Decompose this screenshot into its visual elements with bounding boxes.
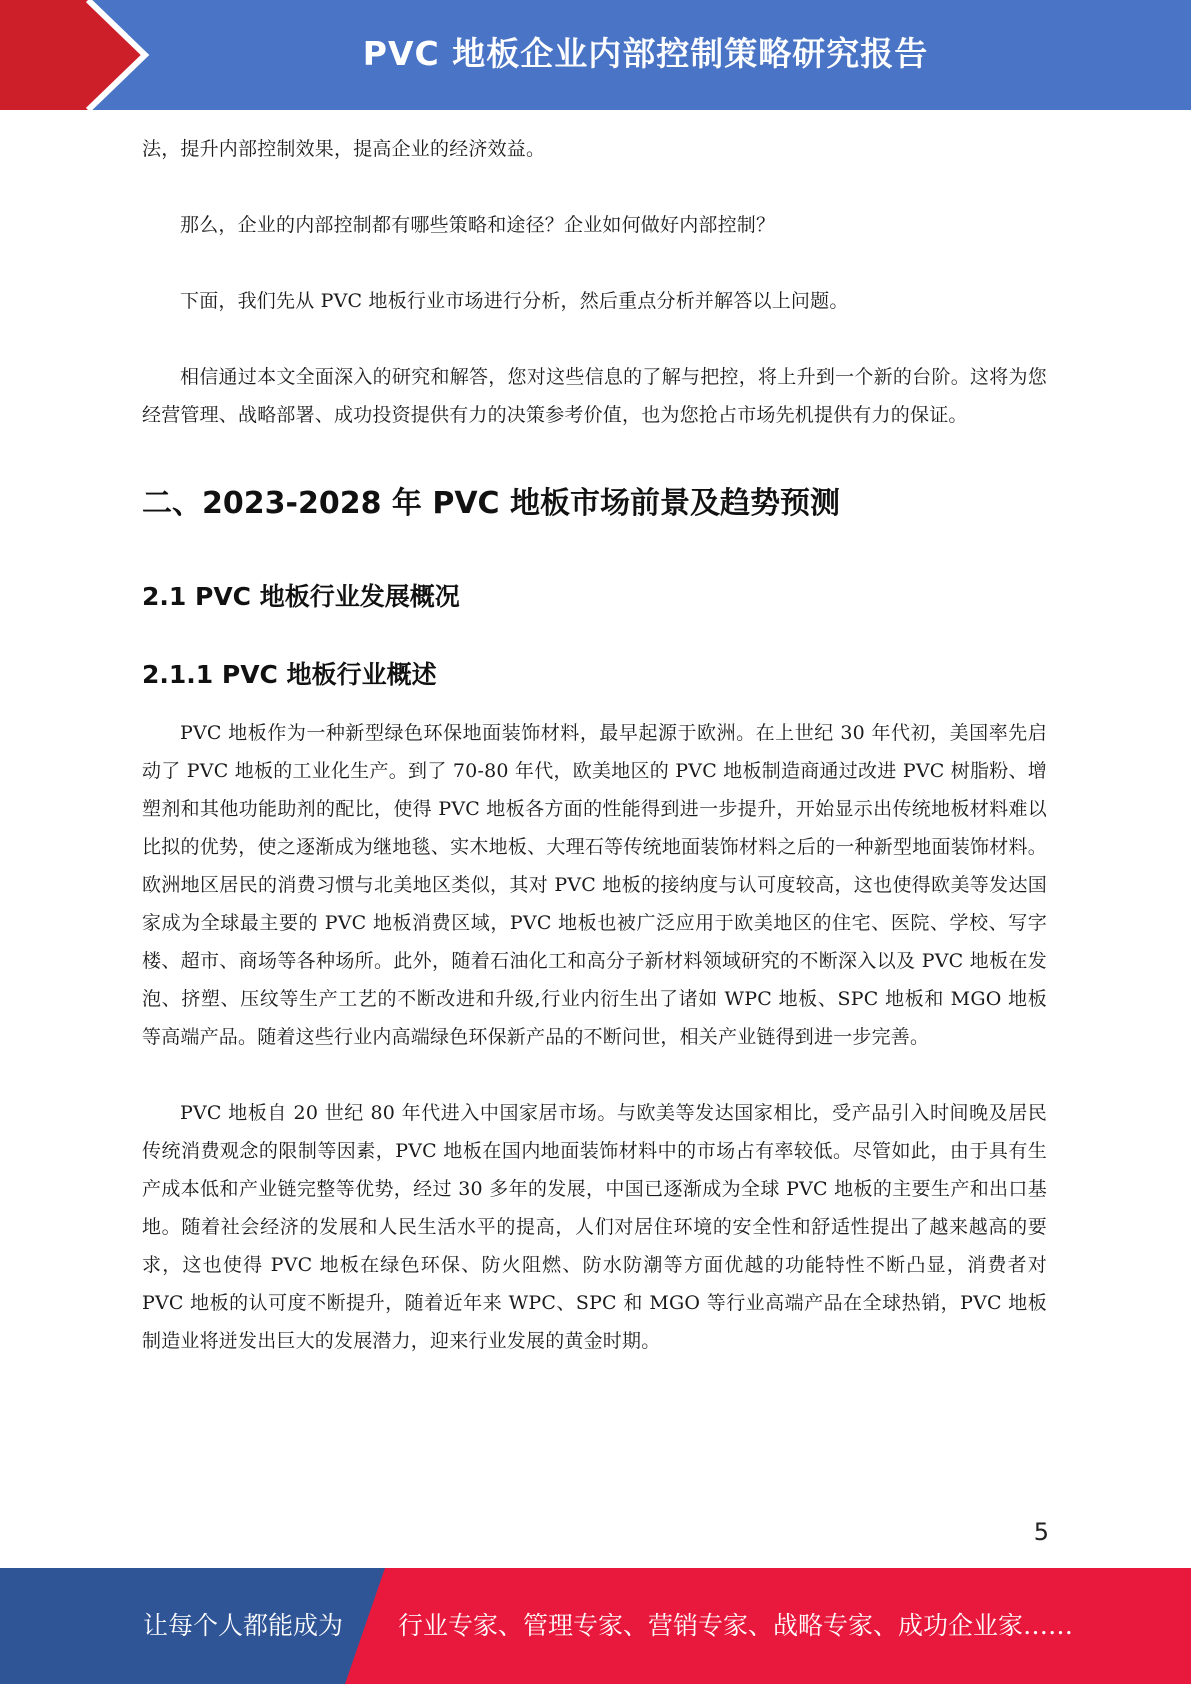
paragraph: 下面，我们先从 PVC 地板行业市场进行分析，然后重点分析并解答以上问题。 bbox=[180, 290, 849, 312]
paragraph: 那么，企业的内部控制都有哪些策略和途径？企业如何做好内部控制？ bbox=[180, 214, 776, 236]
paragraph-continued: 法，提升内部控制效果，提高企业的经济效益。 bbox=[142, 138, 546, 160]
paragraph: PVC 地板自 20 世纪 80 年代进入中国家居市场。与欧美等发达国家相比，受产品引入时间晚及居民传统消费观念的限制等因素，PVC 地板在国内地面装饰材料中的市场占有率较低。尽管如此，由于具有生产成本低和产业链完整等优势，经过 30 多年的发展，中国已逐渐成为全球 PVC 地板的主要生产和出口基地。随着社会经济的发展和人民生活水平的提高，人们对居住环境的安全性和舒适性提出了越来越高的要求，这也使得 PVC 地板在绿色环保、防火阻燃、防水防潮等方面优越的功能特性不断凸显，消费者对 PVC 地板的认可度不断提升，随着近年来 WPC、SPC 和 MGO 等行业高端产品在全球热销，PVC 地板制造业将迸发出巨大的发展潜力，迎来行业发展的黄金时期。 bbox=[142, 1102, 1047, 1352]
document-title: PVC 地板企业内部控制策略研究报告 bbox=[362, 34, 929, 73]
header-band bbox=[0, 0, 1191, 110]
paragraph: 相信通过本文全面深入的研究和解答，您对这些信息的了解与把控，将上升到一个新的台阶。这将为您经营管理、战略部署、成功投资提供有力的决策参考价值，也为您抢占市场先机提供有力的保证。 bbox=[142, 366, 1047, 426]
header-chevron-graphic bbox=[0, 0, 160, 110]
paragraph: PVC 地板作为一种新型绿色环保地面装饰材料，最早起源于欧洲。在上世纪 30 年代初，美国率先启动了 PVC 地板的工业化生产。到了 70-80 年代，欧美地区的 PVC 地板制造商通过改进 PVC 树脂粉、增塑剂和其他功能助剂的配比，使得 PVC 地板各方面的性能得到进一步提升，开始显示出传统地板材料难以比拟的优势，使之逐渐成为继地毯、实木地板、大理石等传统地面装饰材料之后的一种新型地面装饰材料。欧洲地区居民的消费习惯与北美地区类似，其对 PVC 地板的接纳度与认可度较高，这也使得欧美等发达国家成为全球最主要的 PVC 地板消费区域，PVC 地板也被广泛应用于欧美地区的住宅、医院、学校、写字楼、超市、商场等各种场所。此外，随着石油化工和高分子新材料领域研究的不断深入以及 PVC 地板在发泡、挤塑、压纹等生产工艺的不断改进和升级,行业内衍生出了诸如 WPC 地板、SPC 地板和 MGO 地板等高端产品。随着这些行业内高端绿色环保新产品的不断问世，相关产业链得到进一步完善。 bbox=[142, 722, 1047, 1048]
subsubsection-heading: 2.1.1 PVC 地板行业概述 bbox=[142, 660, 437, 689]
section-heading: 二、2023-2028 年 PVC 地板市场前景及趋势预测 bbox=[142, 486, 840, 521]
footer-band bbox=[0, 1568, 1191, 1684]
page-number: 5 bbox=[1033, 1518, 1049, 1546]
document-body bbox=[142, 130, 1047, 1398]
subsection-heading: 2.1 PVC 地板行业发展概况 bbox=[142, 582, 460, 611]
header-chevron-red bbox=[0, 0, 145, 110]
footer-slogan-left: 让每个人都能成为 bbox=[143, 1611, 344, 1640]
footer-slogan-right: 行业专家、管理专家、营销专家、战略专家、成功企业家…… bbox=[398, 1611, 1074, 1640]
